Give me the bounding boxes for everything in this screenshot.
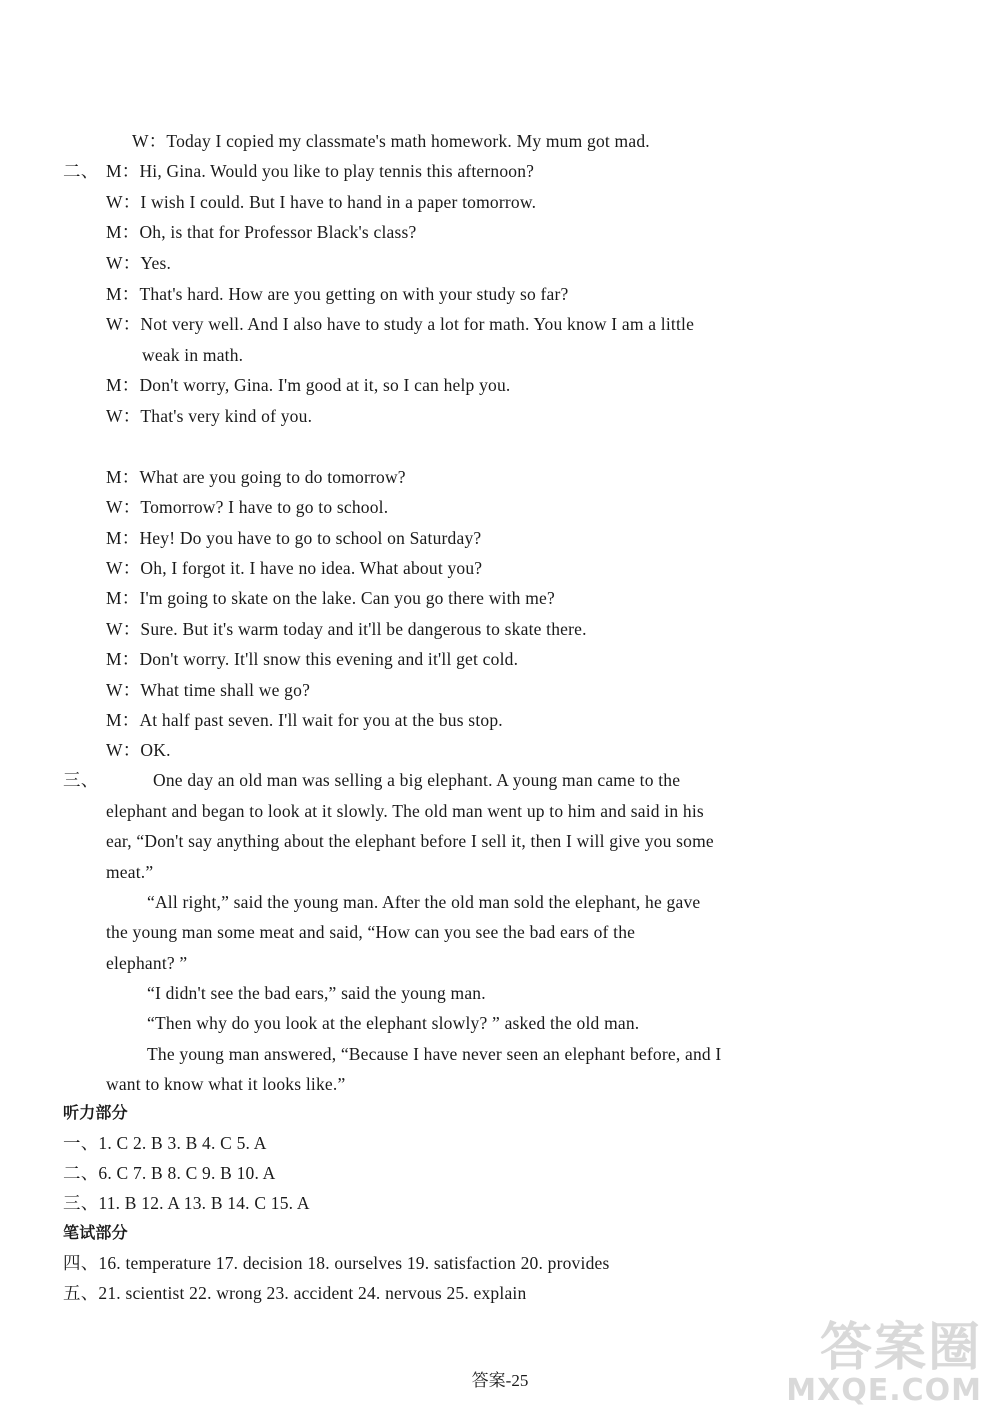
section-marker-3: 三、	[63, 770, 99, 790]
passage-line: “I didn't see the bad ears,” said the young man.	[147, 983, 486, 1003]
dialogue-line: W：Tomorrow? I have to go to school.	[106, 497, 389, 517]
dialogue-line: W：OK.	[106, 740, 171, 760]
dialogue-line: W：That's very kind of you.	[106, 406, 313, 426]
dialogue-line: M：Hi, Gina. Would you like to play tennis this afternoon?	[106, 161, 535, 181]
section-marker-2: 二、	[63, 161, 99, 181]
passage-line: ear, “Don't say anything about the elephant before I sell it, then I will give you some	[106, 831, 714, 851]
passage-line: want to know what it looks like.”	[106, 1074, 346, 1094]
passage-line: “Then why do you look at the elephant slowly? ” asked the old man.	[147, 1013, 640, 1033]
dialogue-line: W：Not very well. And I also have to study a lot for math. You know I am a little	[106, 314, 695, 334]
passage-line: “All right,” said the young man. After the old man sold the elephant, he gave	[147, 892, 701, 912]
dialogue-line: M：I'm going to skate on the lake. Can you go there with me?	[106, 588, 555, 608]
answer-line: 一、1. C 2. B 3. B 4. C 5. A	[63, 1133, 267, 1153]
watermark-top-text: 答案圈	[819, 1318, 982, 1378]
passage-line: One day an old man was selling a big elephant. A young man came to the	[153, 770, 681, 790]
dialogue-line: W：Oh, I forgot it. I have no idea. What about you?	[106, 558, 483, 578]
page-number: 答案-25	[471, 1371, 529, 1390]
watermark-logo	[786, 1318, 982, 1408]
answer-line: 二、6. C 7. B 8. C 9. B 10. A	[63, 1163, 276, 1183]
dialogue-line: W：I wish I could. But I have to hand in a paper tomorrow.	[106, 192, 537, 212]
watermark-bottom-text: MXQE.COM	[786, 1373, 982, 1408]
dialogue-line: M：Oh, is that for Professor Black's class?	[106, 222, 417, 242]
dialogue-line: W：Yes.	[106, 253, 172, 273]
passage-line: elephant and began to look at it slowly. The old man went up to him and said in his	[106, 801, 704, 821]
dialogue-line: M：That's hard. How are you getting on with your study so far?	[106, 284, 569, 304]
passage-line: elephant? ”	[106, 953, 188, 973]
dialogue-line: W：What time shall we go?	[106, 680, 311, 700]
dialogue-line: M：Don't worry, Gina. I'm good at it, so I can help you.	[106, 375, 511, 395]
dialogue-line: M：What are you going to do tomorrow?	[106, 467, 406, 487]
answer-line: 四、16. temperature 17. decision 18. ourselves 19. satisfaction 20. provides	[63, 1253, 610, 1273]
dialogue-line: M：At half past seven. I'll wait for you at the bus stop.	[106, 710, 503, 730]
dialogue-line: M：Don't worry. It'll snow this evening and it'll get cold.	[106, 649, 519, 669]
passage-line: meat.”	[106, 862, 154, 882]
dialogue-line: W：Today I copied my classmate's math homework. My mum got mad.	[132, 131, 650, 151]
passage-line: The young man answered, “Because I have never seen an elephant before, and I	[147, 1044, 722, 1064]
dialogue-line: M：Hey! Do you have to go to school on Saturday?	[106, 528, 482, 548]
written-heading: 笔试部分	[63, 1223, 128, 1242]
answer-line: 五、21. scientist 22. wrong 23. accident 24. nervous 25. explain	[63, 1283, 527, 1303]
passage-line: the young man some meat and said, “How can you see the bad ears of the	[106, 922, 636, 942]
listening-heading: 听力部分	[63, 1103, 128, 1122]
dialogue-line: weak in math.	[142, 345, 244, 365]
answer-line: 三、11. B 12. A 13. B 14. C 15. A	[63, 1193, 310, 1213]
dialogue-line: W：Sure. But it's warm today and it'll be dangerous to skate there.	[106, 619, 587, 639]
